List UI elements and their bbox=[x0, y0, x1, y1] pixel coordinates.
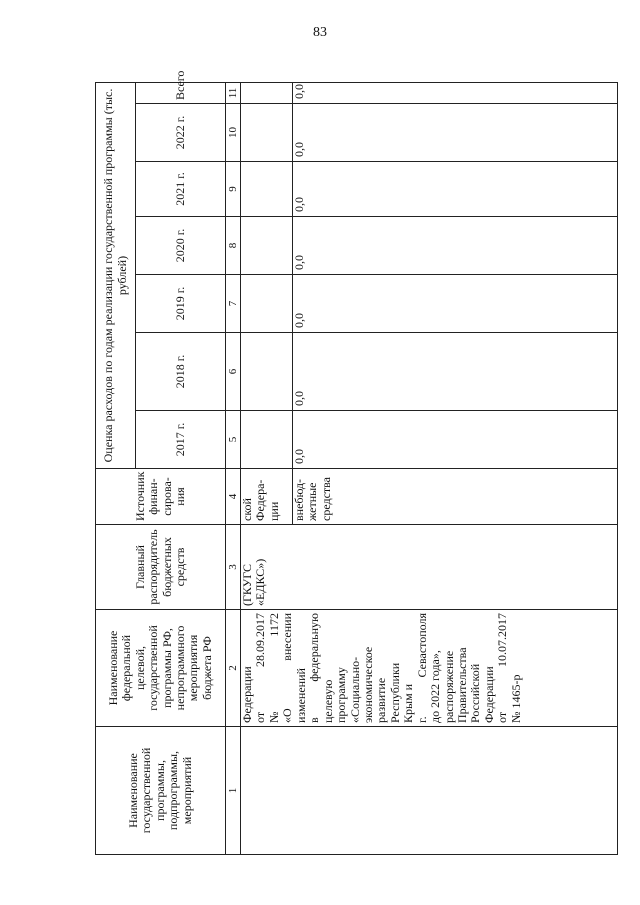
col-number: 11 bbox=[226, 83, 241, 104]
col-number: 8 bbox=[226, 217, 241, 275]
cell-value bbox=[241, 162, 293, 217]
federal-program-line: Федерации bbox=[240, 666, 254, 723]
header-year-2019: 2019 г. bbox=[136, 275, 226, 333]
federal-program-line: «Социально- bbox=[347, 656, 362, 723]
federal-program-line: от 10.07.2017 bbox=[495, 613, 510, 723]
header-year-2022: 2022 г. bbox=[136, 104, 226, 162]
cell-value bbox=[241, 83, 293, 104]
header-total: Всего bbox=[136, 83, 226, 104]
page-number: 83 bbox=[313, 25, 327, 40]
rotated-table-container bbox=[95, 70, 618, 855]
federal-program-line: программу bbox=[334, 667, 349, 723]
cell-program-name bbox=[241, 727, 618, 855]
header-year-2017: 2017 г. bbox=[136, 411, 226, 469]
federal-program-line: распоряжение bbox=[441, 650, 456, 723]
federal-program-line: от 28.09.2017 bbox=[253, 613, 268, 723]
federal-program-line: № 1172 bbox=[266, 613, 281, 723]
header-expense-estimate: Оценка расходов по годам реализации государственной программы (тыс. рублей) bbox=[96, 83, 136, 469]
cell-value-2019: 0,0 bbox=[293, 275, 618, 333]
cell-value bbox=[241, 333, 293, 411]
cell-value bbox=[241, 104, 293, 162]
federal-program-line: «О внесении bbox=[280, 613, 295, 723]
federal-program-line: до 2022 года», bbox=[428, 650, 443, 723]
federal-program-line: Российской bbox=[468, 663, 483, 723]
cell-value-2018: 0,0 bbox=[293, 333, 618, 411]
budget-table bbox=[95, 70, 618, 855]
cell-value-2021: 0,0 bbox=[293, 162, 618, 217]
cell-budget-manager: (ГКУГС «ЕДКС») bbox=[241, 525, 618, 610]
col-number: 6 bbox=[226, 333, 241, 411]
cell-value-2020: 0,0 bbox=[293, 217, 618, 275]
header-federal-program: Наименование федеральной целевой, государственной программы РФ, непрограммного мероприятия бюджета РФ bbox=[96, 610, 226, 727]
header-funding-source: Источник финан-сирова-ния bbox=[96, 469, 226, 525]
cell-value-2022: 0,0 bbox=[293, 104, 618, 162]
col-number: 2 bbox=[226, 610, 241, 727]
federal-program-line: Республики bbox=[387, 662, 402, 723]
federal-program-line: Федерации bbox=[481, 666, 496, 723]
cell-value bbox=[241, 217, 293, 275]
cell-funding-source: ской Федера-ции bbox=[241, 469, 293, 525]
federal-program-line: в федеральную bbox=[307, 613, 322, 723]
federal-program-line: изменений bbox=[293, 668, 308, 723]
header-year-2021: 2021 г. bbox=[136, 162, 226, 217]
col-number: 3 bbox=[226, 525, 241, 610]
cell-value bbox=[241, 411, 293, 469]
federal-program-text bbox=[241, 613, 523, 723]
federal-program-line: развитие bbox=[374, 677, 389, 723]
header-program-name: Наименование государственной программы, подпрограммы, мероприятий bbox=[96, 727, 226, 855]
col-number: 10 bbox=[226, 104, 241, 162]
cell-value-total: 0,0 bbox=[293, 83, 618, 104]
cell-value-2017: 0,0 bbox=[293, 411, 618, 469]
col-number: 1 bbox=[226, 727, 241, 855]
cell-funding-source: внебюд-жетные средства bbox=[293, 469, 618, 525]
federal-program-line: № 1465-р bbox=[508, 674, 523, 723]
col-number: 5 bbox=[226, 411, 241, 469]
cell-value bbox=[241, 275, 293, 333]
federal-program-line: Крым и bbox=[401, 683, 416, 723]
col-number: 7 bbox=[226, 275, 241, 333]
federal-program-line: г. Севастополя bbox=[414, 613, 429, 723]
col-number: 9 bbox=[226, 162, 241, 217]
header-year-2018: 2018 г. bbox=[136, 333, 226, 411]
header-year-2020: 2020 г. bbox=[136, 217, 226, 275]
col-number: 4 bbox=[226, 469, 241, 525]
federal-program-line: Правительства bbox=[455, 647, 469, 723]
table-row bbox=[241, 83, 293, 855]
federal-program-line: целевую bbox=[320, 679, 335, 723]
header-budget-manager: Главный распорядитель бюджетных средств bbox=[96, 525, 226, 610]
column-number-row bbox=[226, 83, 241, 855]
cell-federal-program bbox=[241, 610, 618, 727]
federal-program-line: экономическое bbox=[360, 646, 375, 723]
